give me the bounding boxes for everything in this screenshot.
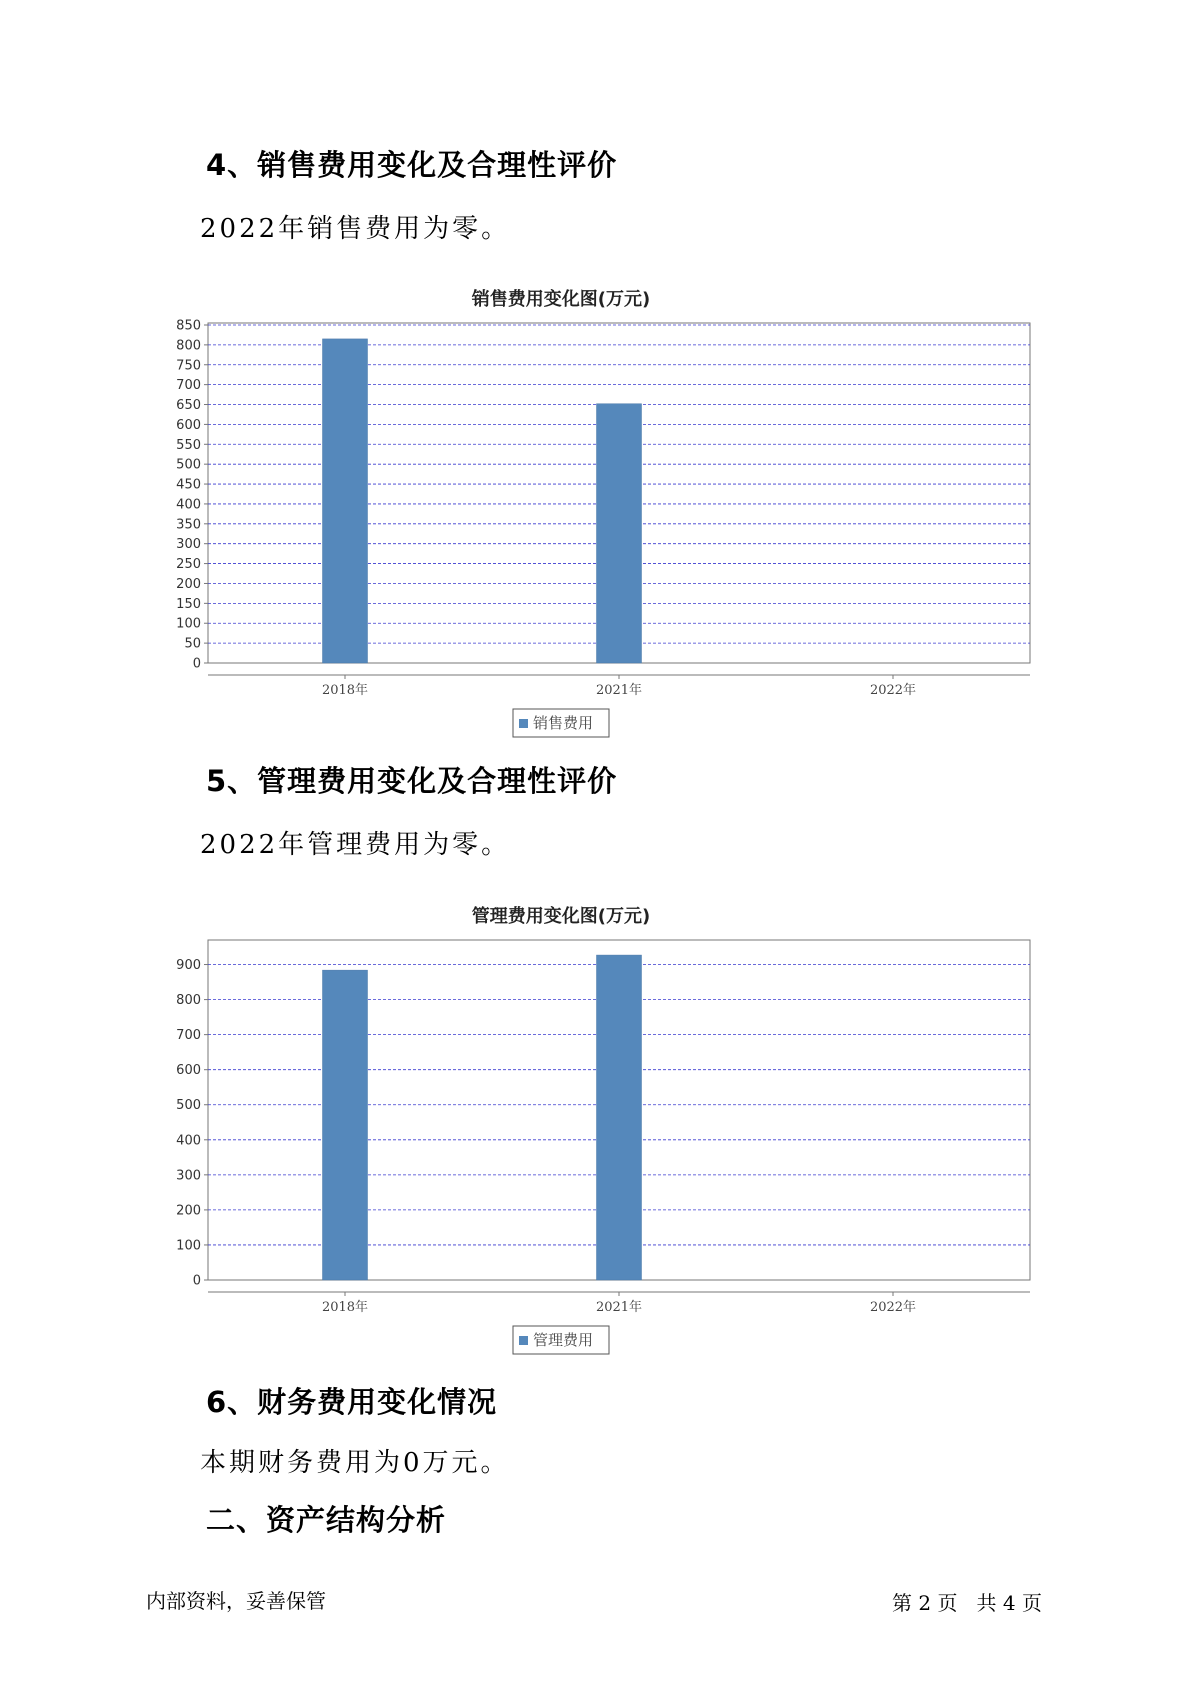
section-text-admin: 2022年管理费用为零。 <box>200 830 511 860</box>
y-tick-label: 600 <box>176 1063 201 1079</box>
y-tick-label: 300 <box>176 537 201 553</box>
chart-title: 销售费用变化图(万元) <box>471 289 651 310</box>
bar <box>323 970 368 1280</box>
footer-confidential-note: 内部资料，妥善保管 <box>146 1589 326 1613</box>
footer-page-number <box>892 1587 1042 1616</box>
y-tick-label: 150 <box>176 596 201 612</box>
y-tick-label: 800 <box>176 338 201 354</box>
y-tick-label: 850 <box>176 318 201 334</box>
y-tick-label: 550 <box>176 437 201 453</box>
sales-expense-chart-svg <box>150 265 1030 732</box>
y-tick-label: 900 <box>176 958 201 974</box>
x-tick-label: 2021年 <box>595 1300 643 1315</box>
bar <box>597 404 642 663</box>
footer-page-total: 4 <box>1002 1591 1016 1615</box>
section-text-sales: 2022年销售费用为零。 <box>200 214 511 244</box>
footer-page-current: 2 <box>918 1591 932 1615</box>
y-tick-label: 0 <box>192 1273 201 1289</box>
chart-title: 管理费用变化图(万元) <box>471 906 651 927</box>
y-tick-label: 700 <box>176 1028 201 1044</box>
legend-label: 管理费用 <box>533 1331 594 1349</box>
admin-expense-chart <box>150 882 1030 1349</box>
section-heading-finance: 6、财务费用变化情况 <box>206 1385 498 1419</box>
bar <box>597 955 642 1280</box>
y-tick-label: 400 <box>176 497 201 513</box>
x-tick-label: 2021年 <box>595 683 643 698</box>
y-tick-label: 600 <box>176 417 201 433</box>
y-tick-label: 0 <box>192 656 201 672</box>
section-text-finance: 本期财务费用为0万元。 <box>200 1448 510 1478</box>
y-tick-label: 50 <box>184 636 201 652</box>
y-tick-label: 700 <box>176 378 201 394</box>
y-tick-label: 200 <box>176 576 201 592</box>
y-tick-label: 650 <box>176 398 201 414</box>
y-tick-label: 750 <box>176 358 201 374</box>
bar <box>323 339 368 663</box>
footer-page-suffix: 页 <box>1021 1591 1042 1615</box>
footer-page-mid: 页 共 <box>937 1591 997 1615</box>
y-tick-label: 100 <box>176 616 201 632</box>
y-tick-label: 450 <box>176 477 201 493</box>
footer-page-prefix: 第 <box>892 1591 912 1615</box>
admin-expense-chart-svg <box>150 882 1030 1349</box>
x-tick-label: 2018年 <box>321 1300 369 1315</box>
legend-swatch <box>519 719 528 728</box>
y-tick-label: 250 <box>176 557 201 573</box>
legend-swatch <box>519 1336 528 1345</box>
y-tick-label: 300 <box>176 1168 201 1184</box>
y-tick-label: 500 <box>176 1098 201 1114</box>
y-tick-label: 800 <box>176 993 201 1009</box>
y-tick-label: 350 <box>176 517 201 533</box>
section-heading-admin: 5、管理费用变化及合理性评价 <box>206 764 618 798</box>
y-tick-label: 400 <box>176 1133 201 1149</box>
x-tick-label: 2022年 <box>869 1300 917 1315</box>
y-tick-label: 200 <box>176 1203 201 1219</box>
x-tick-label: 2022年 <box>869 683 917 698</box>
section-heading-sales: 4、销售费用变化及合理性评价 <box>206 148 618 182</box>
y-tick-label: 100 <box>176 1238 201 1254</box>
sales-expense-chart <box>150 265 1030 732</box>
legend-label: 销售费用 <box>533 714 594 732</box>
section-heading-asset-structure: 二、资产结构分析 <box>206 1503 447 1537</box>
x-tick-label: 2018年 <box>321 683 369 698</box>
y-tick-label: 500 <box>176 457 201 473</box>
